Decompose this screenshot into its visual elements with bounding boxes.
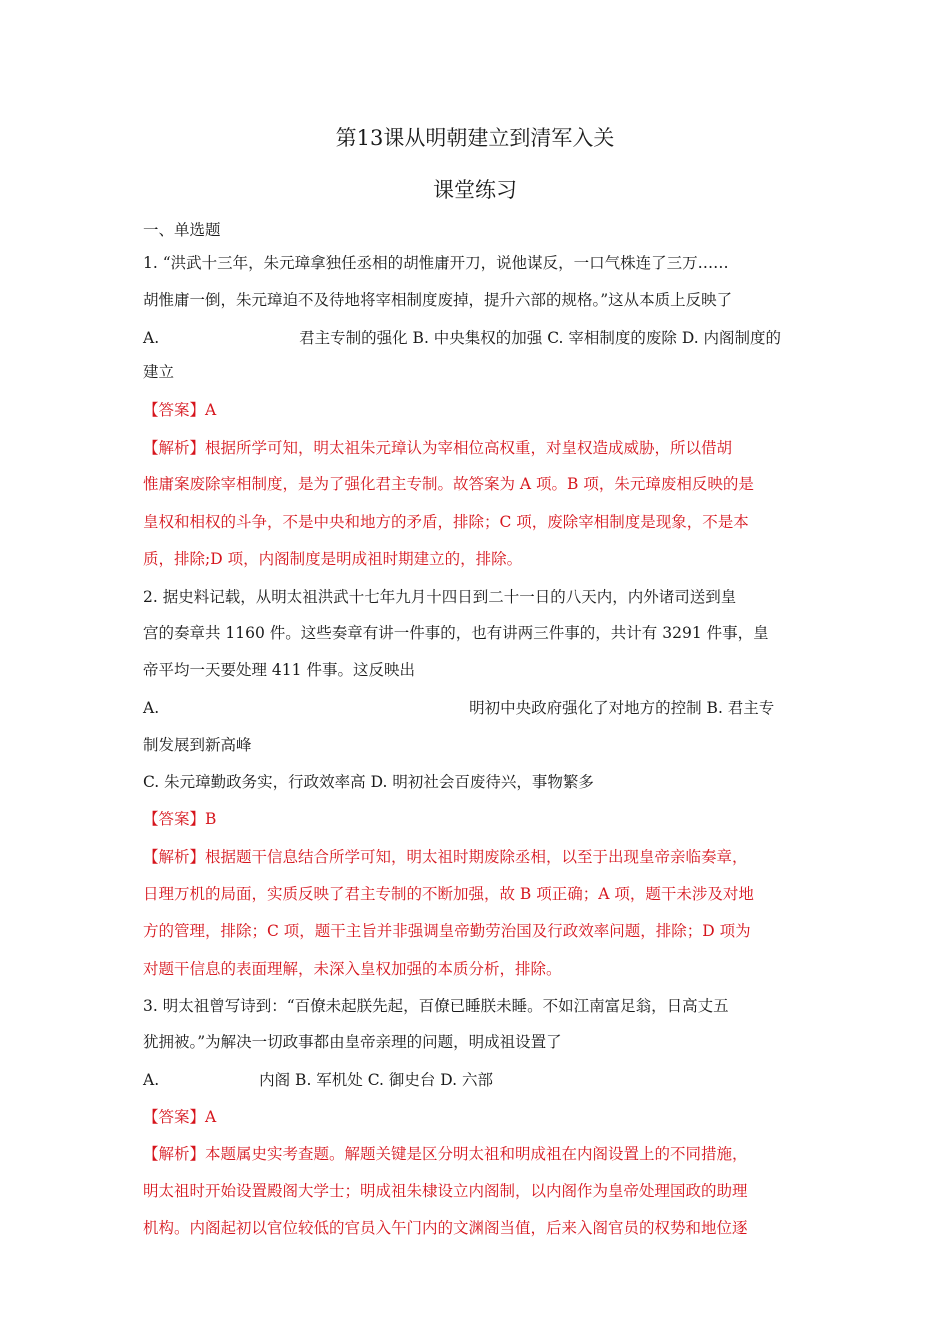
- question-1-explanation-line: 惟庸案废除宰相制度，是为了强化君主专制。故答案为 A 项。B 项，朱元璋废相反映的是: [143, 475, 754, 493]
- question-2-answer: 【答案】B: [143, 810, 217, 828]
- section-heading: 一、单选题: [143, 221, 221, 239]
- question-1-explanation-line: 【解析】根据所学可知，明太祖朱元璋认为宰相位高权重，对皇权造成威胁，所以借胡: [143, 439, 733, 457]
- question-1-explanation-line: 皇权和相权的斗争，不是中央和地方的矛盾，排除；C 项，废除宰相制度是现象，不是本: [143, 513, 749, 531]
- document-subtitle: 课堂练习: [433, 178, 517, 202]
- option-list: 内阁 B. 军机处 C. 御史台 D. 六部: [259, 1071, 494, 1089]
- option-a-marker: A.: [143, 699, 160, 717]
- option-list: 明初中央政府强化了对地方的控制 B. 君主专: [469, 699, 775, 717]
- question-2-explanation-line: 【解析】根据题干信息结合所学可知，明太祖时期废除丞相，以至于出现皇帝亲临奏章，: [143, 848, 748, 866]
- question-3-line-1: 3. 明太祖曾写诗到：“百僚未起朕先起，百僚已睡朕未睡。不如江南富足翁，日高丈五: [143, 997, 729, 1015]
- option-list: 君主专制的强化 B. 中央集权的加强 C. 宰相制度的废除 D. 内阁制度的: [299, 329, 782, 347]
- question-2-options-cont: 制发展到新高峰: [143, 736, 252, 754]
- question-2-line-3: 帝平均一天要处理 411 件事。这反映出: [143, 661, 415, 679]
- question-3-line-2: 犹拥被。”为解决一切政事都由皇帝亲理的问题，明成祖设置了: [143, 1033, 562, 1051]
- question-2-options-2: C. 朱元璋勤政务实，行政效率高 D. 明初社会百废待兴，事物繁多: [143, 773, 594, 791]
- question-1-line-1: 1. “洪武十三年，朱元璋拿独任丞相的胡惟庸开刀，说他谋反，一口气株连了三万……: [143, 254, 729, 272]
- question-3-explanation-line: 明太祖时开始设置殿阁大学士；明成祖朱棣设立内阁制，以内阁作为皇帝处理国政的助理: [143, 1182, 748, 1200]
- question-2-explanation-line: 对题干信息的表面理解，未深入皇权加强的本质分析，排除。: [143, 960, 562, 978]
- option-a-marker: A.: [143, 329, 160, 347]
- question-3-explanation-line: 【解析】本题属史实考查题。解题关键是区分明太祖和明成祖在内阁设置上的不同措施，: [143, 1145, 748, 1163]
- question-2-options: [143, 696, 774, 718]
- question-1-explanation-line: 质，排除;D 项，内阁制度是明成祖时期建立的，排除。: [143, 550, 523, 568]
- question-3-options: [143, 1068, 493, 1090]
- question-1-options: [143, 326, 781, 348]
- question-3-explanation-line: 机构。内阁起初以官位较低的官员入午门内的文渊阁当值，后来入阁官员的权势和地位逐: [143, 1219, 748, 1237]
- question-2-line-1: 2. 据史料记载，从明太祖洪武十七年九月十四日到二十一日的八天内，内外诸司送到皇: [143, 588, 737, 606]
- question-2-explanation-line: 日理万机的局面，实质反映了君主专制的不断加强，故 B 项正确；A 项，题干未涉及对地: [143, 885, 754, 903]
- question-2-line-2: 宫的奏章共 1160 件。这些奏章有讲一件事的，也有讲两三件事的，共计有 3291 件事，皇: [143, 624, 769, 642]
- question-1-answer: 【答案】A: [143, 401, 217, 419]
- question-3-answer: 【答案】A: [143, 1108, 217, 1126]
- option-a-marker: A.: [143, 1071, 160, 1089]
- question-1-line-2: 胡惟庸一倒，朱元璋迫不及待地将宰相制度废掉，提升六部的规格。”这从本质上反映了: [143, 291, 733, 309]
- question-1-options-cont: 建立: [143, 363, 175, 381]
- question-2-explanation-line: 方的管理，排除；C 项，题干主旨并非强调皇帝勤劳治国及行政效率问题，排除；D 项为: [143, 922, 751, 940]
- document-title: 第13课从明朝建立到清军入关: [335, 126, 615, 150]
